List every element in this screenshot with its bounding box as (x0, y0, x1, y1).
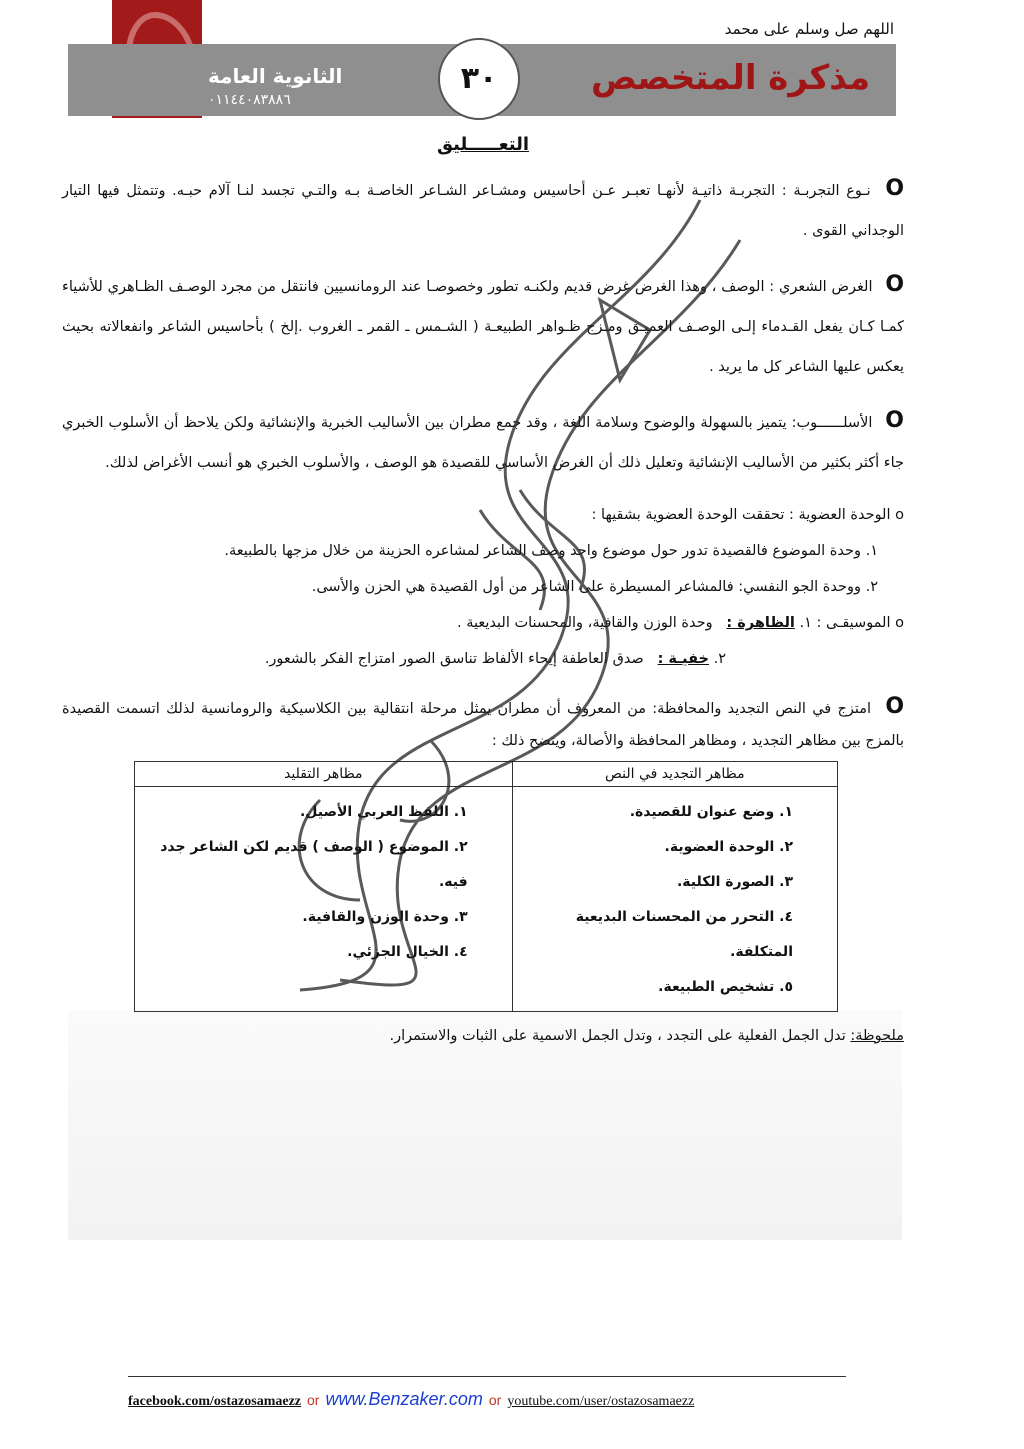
music-hidden-label: خفيـة : (657, 651, 709, 667)
music-apparent-num: ١. (799, 615, 812, 631)
bullet-icon: O (885, 272, 905, 297)
renewal-cell (512, 787, 837, 1012)
organic-unity-item: ١. وحدة الموضوع فالقصيدة تدور حول موضوع واحد وصف الشاعر لمشاعره الحزينة من خلال مزجها بالطبيعة. (224, 543, 878, 559)
banner-title: مذكرة المتخصص (590, 58, 870, 98)
footer (128, 1389, 694, 1410)
document-body (62, 134, 904, 1063)
small-bullet-icon: o (895, 615, 904, 631)
music-hidden-num: ٢. (713, 651, 726, 667)
bullet-icon: O (885, 408, 904, 433)
col-tradition-header: مظاهر التقليد (135, 762, 513, 787)
tradition-item: ٤. الخيال الجزئي. (347, 944, 468, 960)
renewal-item: ٤. التحرر من المحسنات البديعية المتكلفة. (575, 909, 793, 960)
footer-youtube-link[interactable]: youtube.com/user/ostazosamaezz (507, 1394, 695, 1409)
organic-unity-title-text: الوحدة العضوية : تحققت الوحدة العضوية بشقيها : (591, 507, 891, 523)
tradition-item: ٢. الموضوع ( الوصف ) قديم لكن الشاعر جدد فيه. (160, 839, 468, 890)
banner-school: الثانوية العامة (208, 64, 343, 88)
renewal-item: ١. وضع عنوان للقصيدة. (629, 804, 793, 820)
music-label: الموسيقـى : (816, 615, 891, 631)
tradition-item: ٣. وحدة الوزن والقافية. (302, 909, 468, 925)
banner-phone: ٠١١٤٤٠٨٣٨٨٦ (208, 92, 291, 108)
footer-or: or (488, 1392, 502, 1408)
small-bullet-icon: o (895, 507, 904, 523)
section-text: نـوع التجربـة : التجربـة ذاتيـة لأنهـا تعبـر عـن أحاسيس ومشـاعر الشـاعر الخاصـة بـه والتـي تجسد لنـا آلام حبـه. وتتمثل فيها التيار الوجداني القوى . (62, 183, 904, 239)
note-text: تدل الجمل الفعلية على التجدد ، وتدل الجمل الاسمية على الثبات والاستمرار. (389, 1028, 851, 1044)
note-label: ملحوظة: (850, 1028, 904, 1044)
section-blend (62, 691, 904, 757)
renewal-item: ٣. الصورة الكلية. (676, 874, 793, 890)
section-purpose (62, 265, 904, 387)
section-text: الغرض الشعري : الوصف ، وهذا الغرض غرض قديم ولكنـه تطور وخصوصـا عند الرومانسيين فانتقل من مجرد الوصـف الظـاهري للأشياء كمـا كـان يفعل القـدماء إلـى الوصـف العميـق ومـزج ظـواهر الطبيعـة ( الشـمس ـ القمر ـ الغروب .إلخ ) بأحاسيس الشاعر وانفعالاته بحيث يعكس عليها الشاعر كل ما يريد . (62, 279, 904, 375)
section-style (62, 401, 904, 483)
music-apparent-text: وحدة الوزن والقافية، والمحسنات البديعية . (457, 615, 713, 631)
music-hidden (62, 641, 904, 677)
footer-site-link[interactable]: www.Benzaker.com (325, 1389, 483, 1409)
renewal-item: ٥. تشخيص الطبيعة. (658, 979, 793, 995)
section-text: امتزج في النص التجديد والمحافظة: من المعروف أن مطران يمثل مرحلة انتقالية بين الكلاسيكية والرومانسية لذلك اتسمت القصيدة بالمزج بين مظاهر التجديد ، ومظاهر المحافظة والأصالة، ويتضح ذلك : (62, 701, 904, 749)
comparison-table (134, 761, 838, 1012)
section-text: الأسلــــــوب: يتميز بالسهولة والوضوح وسلامة اللغة ، وقد جمع مطران بين الأساليب الخبرية والإنشائية ولكن يلاحظ أن الأسلوب الخبري جاء أكثر بكثير من الأساليب الإنشائية وتعليل ذلك أن الغرض الأساسي للقصيدة هو الوصف ، والأسلوب الخبري هو أنسب الأغراض لذلك. (62, 415, 904, 471)
organic-unity-item: ٢. ووحدة الجو النفسي: فالمشاعر المسيطرة على الشاعر من أول القصيدة هي الحزن والأسى. (311, 579, 878, 595)
music (62, 605, 904, 677)
footer-or: or (307, 1392, 320, 1408)
note (62, 1024, 904, 1048)
footer-divider (128, 1376, 846, 1377)
bullet-icon: O (885, 694, 905, 719)
organic-unity-title (62, 497, 904, 533)
music-apparent (62, 605, 904, 641)
renewal-item: ٢. الوحدة العضوية. (664, 839, 793, 855)
footer-facebook-link[interactable]: facebook.com/ostazosamaezz (128, 1394, 302, 1409)
tradition-cell (135, 787, 513, 1012)
section-experience (62, 169, 904, 251)
header-prayer: اللهم صل وسلم على محمد (724, 20, 894, 38)
page-number: ٣٠ (438, 38, 520, 120)
tradition-item: ١. اللفظ العربي الأصيل. (299, 804, 468, 820)
page-heading: التعـــــليق (436, 134, 530, 155)
col-renewal-header: مظاهر التجديد في النص (512, 762, 837, 787)
bullet-icon: O (885, 176, 905, 201)
music-hidden-text: صدق العاطفة إيحاء الألفاظ تناسق الصور امتزاج الفكر بالشعور. (264, 651, 644, 667)
music-apparent-label: الظاهرة : (726, 615, 795, 631)
organic-unity (62, 497, 904, 605)
